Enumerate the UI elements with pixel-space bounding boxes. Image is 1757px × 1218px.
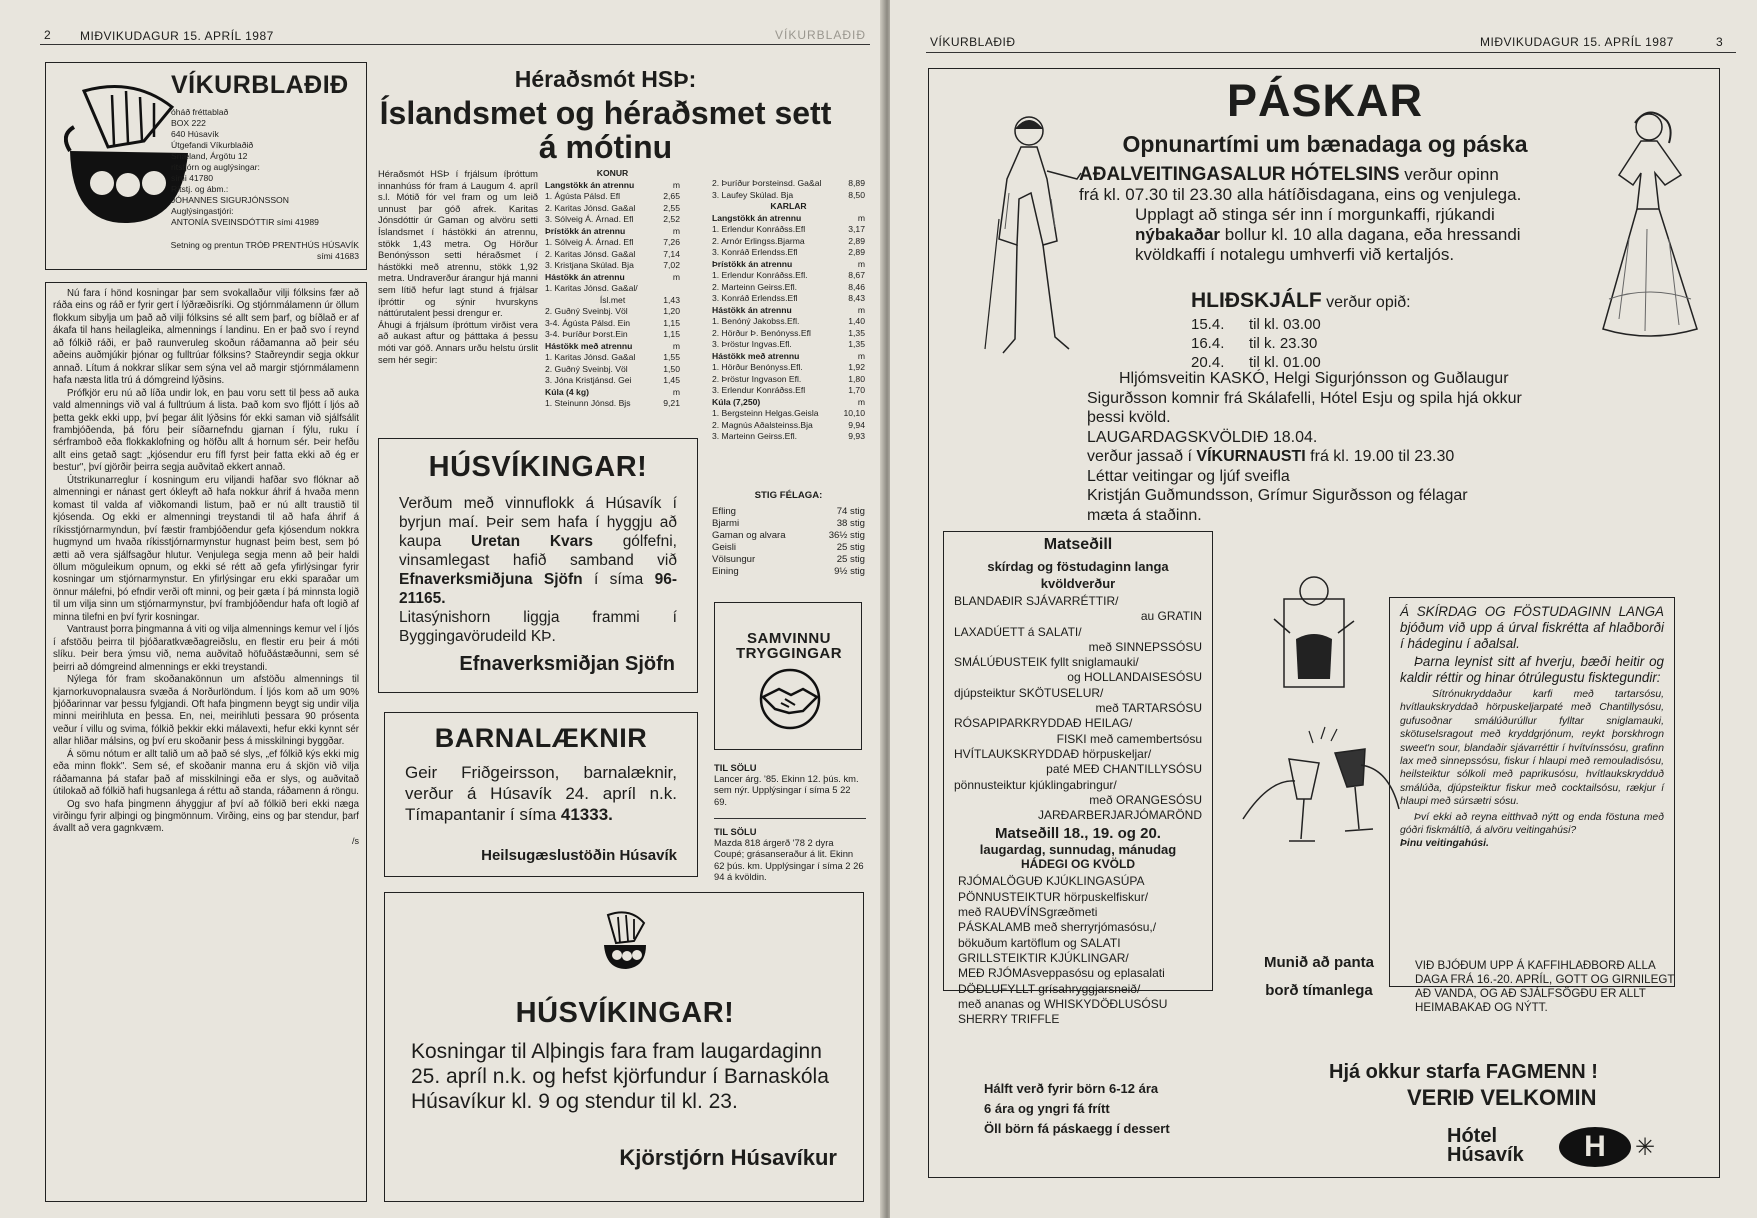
menu-dish-accompaniment: með SINNEPSSÓSU — [1088, 639, 1202, 654]
menu-dish-accompaniment: au GRATIN — [1140, 609, 1202, 624]
result-heading-label: KONUR — [596, 168, 629, 178]
result-unit: m — [672, 179, 680, 190]
opening-date: 16.4. — [1191, 335, 1225, 352]
athlete-name: Ísl.met — [545, 294, 626, 305]
result-heading — [712, 259, 865, 271]
result-value: 2,52 — [663, 214, 680, 224]
result-row — [712, 362, 865, 374]
classified-1 — [714, 762, 866, 807]
club-points-row — [712, 530, 865, 542]
club-score: 36½ stig — [828, 530, 865, 541]
ad-barnalaeknir — [384, 712, 698, 877]
hotel-logo-emblem: H — [1559, 1127, 1631, 1167]
result-value: 8,67 — [848, 270, 865, 280]
jazz-after: frá kl. 19.00 til 23.30 — [1305, 448, 1455, 465]
result-value: 1,50 — [663, 363, 680, 374]
result-heading-label: Kúla (7,250) — [712, 396, 761, 407]
result-heading-label: Hástökk með atrennu — [712, 350, 800, 361]
result-row — [712, 178, 865, 190]
editorial-paragraph: Nýlega fór fram skoðanakönnun um afstöðu almennings til kjarnorkuvopnalausra svæða á Norðurlöndum. Í ljós kom að um 90% þjóðarinnar var þessu fylgjandi. Oft hafa þingmenn beygt sig undir vilja minni meirihluta en þessa. En, nei, meirihluti þessara 90 prósenta veður í villu og svima, fólkið þekkir ekki málavexti, hefur ekki kynnt sér allar hliðar málsins, og því eru skoðanir þess á misskilningi byggðar. — [53, 674, 359, 748]
result-heading-label: Þrístökk án atrennu — [712, 258, 793, 269]
athlete-name: 2. Arnór Erlingss.Bjarma — [712, 235, 805, 246]
athlete-name: 3. Þröstur Ingvas.Efl. — [712, 339, 792, 349]
jazz-venue: VÍKURNAUSTI — [1196, 448, 1306, 465]
entertainment-text — [1087, 369, 1527, 525]
athlete-name: 2. Guðný Sveinbj. Völ — [545, 306, 628, 316]
ad-husvikingar-kosningar — [384, 892, 864, 1202]
fish-buffet-box — [1389, 597, 1675, 987]
athlete-name: 3-4. Ágústa Pálsd. Ein — [545, 317, 631, 328]
menu-dish-accompaniment: og HOLLANDAISESÓSU — [1067, 670, 1202, 685]
club-name: Bjarmi — [712, 518, 740, 529]
ad-husvikingar-signature: Efnaverksmiðjan Sjöfn — [459, 653, 675, 675]
fagmenn-line: Hjá okkur starfa FAGMENN ! — [1329, 1061, 1598, 1083]
club-points-row — [712, 542, 865, 554]
menu-dish-accompaniment: FISKI með camembertsósu — [1056, 731, 1202, 746]
result-heading — [712, 397, 865, 409]
menu-dish: BLANDAÐIR SJÁVARRÉTTIR/ — [954, 594, 1119, 608]
athlete-name: 2. Karitas Jónsd. Ga&al — [545, 248, 636, 259]
viking-ship-icon — [600, 909, 650, 976]
result-value: 7,14 — [663, 248, 680, 259]
result-row — [712, 328, 865, 340]
result-value: 1,80 — [848, 373, 865, 384]
paskar-title: PÁSKAR — [1226, 75, 1424, 126]
result-unit: m — [857, 212, 865, 223]
maeta-line: mæta á staðinn. — [1087, 506, 1202, 524]
result-heading-label: KARLAR — [770, 201, 807, 211]
paskar-line2: frá kl. 07.30 til 23.30 alla hátíðisdagana, eins og venjulega. — [1079, 185, 1522, 204]
result-heading — [545, 226, 680, 238]
athlete-name: 3. Laufey Skúlad. Bja — [712, 189, 794, 200]
paskar-body — [1079, 165, 1559, 265]
welcome-line: VERIÐ VELKOMIN — [1407, 1085, 1597, 1110]
editorial-paragraph: Vantraust þorra þingmanna á viti og vilja almennings kemur vel í ljós í afstöðu þeirra til þjóðaratkvæðagreiðslu, en flestir eru þeir á móti slíku. Þeir bera ýmsu við, nema auðvitað höfuðástæðunni, sem sé þeirri að dómgreind almennings er ekki treystandi. — [53, 624, 359, 673]
result-value: 8,89 — [848, 178, 865, 188]
ad-bold-company: Efnaverksmiðjuna Sjöfn — [399, 571, 583, 588]
athlete-name: 1. Erlendur Konráðss.Efl. — [712, 270, 808, 280]
paskar-line1-rest: verður opinn — [1399, 165, 1499, 184]
header-paper-name-right: VÍKURBLAÐIÐ — [930, 35, 1016, 49]
athlete-name: 3. Sólveig Á. Árnad. Efl — [545, 214, 634, 224]
ad-text-4: Litasýnishorn liggja frammi í Byggingavörudeild KÞ. — [399, 609, 677, 645]
opening-time: til k. 23.30 — [1249, 335, 1318, 352]
masthead-title: VÍKURBLAÐIÐ — [171, 71, 349, 99]
paskar-subtitle: Opnunartími um bænadaga og páska — [1122, 131, 1528, 157]
result-value: 1,15 — [663, 317, 680, 328]
menu-dish: LAXADÚETT á SALATI/ — [954, 624, 1082, 639]
result-value: 1,92 — [848, 362, 865, 372]
result-value: 9,93 — [848, 431, 865, 441]
result-heading-label: Hástökk án atrennu — [545, 271, 625, 282]
result-value: 1,35 — [848, 339, 865, 349]
result-value: 2,65 — [663, 191, 680, 201]
club-score: 25 stig — [836, 554, 865, 565]
menu-items-weekend: RJÓMALÖGUÐ KJÚKLINGASÚPA PÖNNUSTEIKTUR hörpuskelfiskur/ með RAUÐVÍNSgræðmeti PÁSKALAMB með sherryrjómasósu,/ bökuðum kartöflum og SALATI GRILLSTEIKTIR KJÚKLINGAR/ MEÐ RJÓMAsveppasósu og eplasalati DÖÐLUFYLLT grísahryggjarsneið/ með ananas og WHISKYDÖÐLUSÓSU SHERRY TRIFFLE — [958, 874, 1168, 1027]
result-row — [712, 293, 865, 305]
result-row — [545, 260, 680, 272]
classified-2-title: TIL SÖLU — [714, 826, 757, 837]
paskar-bold-fresh: nýbakaðar — [1135, 225, 1221, 244]
paskar-line3: Upplagt að stinga sér inn í morgunkaffi, rjúkandi — [1135, 205, 1495, 224]
barnalaeknir-title: BARNALÆKNIR — [434, 723, 648, 753]
kosningar-title: HÚSVÍKINGAR! — [515, 997, 735, 1029]
header-rule — [40, 44, 870, 45]
result-value: 1,55 — [663, 352, 680, 362]
header-rule-right — [926, 52, 1736, 53]
menu-subtitle-2: laugardag, sunnudag, mánudag — [979, 842, 1177, 858]
result-row — [712, 282, 865, 294]
club-points-row — [712, 506, 865, 518]
club-points-list — [712, 506, 865, 578]
result-heading — [545, 387, 680, 399]
result-unit: m — [857, 396, 865, 407]
menu-subtitle: skírdag og föstudaginn langa kvöldverður — [987, 559, 1169, 591]
result-row — [545, 398, 680, 410]
result-unit: m — [857, 304, 865, 315]
club-name: Efling — [712, 506, 736, 517]
fish-buffet-p2: Þarna leynist sitt af hverju, bæði heitir og kaldir réttir og hinar ótrúlegustu fisktegundir: — [1400, 653, 1664, 685]
club-name: Eining — [712, 566, 739, 577]
light-line: Léttar veitingar og ljúf sveifla — [1087, 467, 1290, 485]
editorial-paragraph: Og svo hafa þingmenn áhyggjur af því að fólkið beri ekki næga virðingu fyrir alþingi og þingmönnum. Virðing, eins og þar stendur, þarf ávallt að vera gagnkvæm. — [53, 798, 359, 835]
toasting-glasses-illustration — [1239, 719, 1409, 874]
classified-2 — [714, 826, 866, 882]
result-row — [712, 316, 865, 328]
paskar-line5: kvöldkaffi í notalegu umhverfi við kertaljós. — [1135, 245, 1455, 264]
sports-results-women — [545, 168, 680, 410]
result-value: 7,26 — [663, 237, 680, 247]
athlete-name: 3. Konráð Erlendss.Efl — [712, 293, 798, 303]
result-heading — [712, 351, 865, 363]
hlidskjalf-heading — [1191, 289, 1531, 313]
page-number-right: 3 — [1716, 35, 1723, 49]
result-value: 9,21 — [663, 398, 680, 408]
masthead-printing: Setning og prentun TRÓÐ PRENTHÚS HÚSAVÍK sími 41683 — [170, 240, 359, 261]
result-unit: m — [857, 258, 865, 269]
result-value: 1,20 — [663, 306, 680, 316]
barnalaeknir-text: Geir Friðgeirsson, barnalæknir, verður á Húsavík 24. apríl n.k. Tímapantanir í síma — [405, 763, 677, 824]
menu-dish: pönnusteiktur kjúklingabringur/ — [954, 777, 1117, 792]
athlete-name: 3. Kristjana Skúlad. Bja — [545, 260, 634, 270]
hlidskjalf-open-text: verður opið: — [1321, 294, 1411, 311]
chef-bottle-illustration — [1264, 569, 1364, 704]
classified-1-body: Lancer árg. '85. Ekinn 12. þús. km. sem nýr. Upplýsingar í síma 5 22 69. — [714, 773, 859, 807]
result-unit: m — [857, 350, 865, 361]
header-paper-name-faded: VÍKURBLAÐIÐ — [775, 28, 867, 42]
result-heading — [712, 305, 865, 317]
result-value: 9,94 — [848, 419, 865, 430]
result-row — [712, 339, 865, 351]
athlete-name: 1. Karitas Jónsd. Ga&al/ — [545, 283, 638, 293]
result-heading-label: Kúla (4 kg) — [545, 386, 589, 397]
athlete-name: 1. Erlendur Konráðss.Efl — [712, 224, 806, 234]
ad-samvinnutryggingar — [714, 602, 862, 750]
page-number-left: 2 — [44, 28, 52, 42]
athlete-name: 1. Ágústa Pálsd. Efl — [545, 191, 620, 201]
sports-results-men — [712, 178, 865, 443]
result-value: 10,10 — [843, 408, 865, 418]
result-unit: m — [672, 225, 680, 236]
athlete-name: 1. Steinunn Jónsd. Bjs — [545, 398, 631, 408]
club-name: Gaman og alvara — [712, 530, 786, 541]
editorial-signature: /s — [351, 835, 359, 846]
restaurant-name: AÐALVEITINGASALUR HÓTELSINS — [1079, 164, 1400, 185]
result-row — [712, 431, 865, 443]
masthead-box — [45, 62, 367, 270]
athlete-name: 1. Bergsteinn Helgas.Geisla — [712, 408, 819, 418]
result-value: 8,46 — [848, 281, 865, 292]
sports-kicker: Héraðsmót HSÞ: — [514, 66, 697, 92]
editorial-paragraph: Prófkjör eru nú að líða undir lok, en þau voru sett til þess að auka vald almennings við val á fulltrúum á lista. Það kom svo fljótt í ljós að þetta gekk ekki upp, því þegar álit lýðsins fór ekki saman við sjálfsálit frambjóðenda, þá fóru þeir síðarnefndu gjarnan í fýlu, ruku í sérframboð eða flokkaklofning og höfðu allt á hornum sér. Þeir hefðu allt eins getað sagt: „kjósendur eru fífl fyrst þeir fatta ekki að ég er bestur", því gjörðir þeirra segja auðvitað ekkert annað. — [53, 387, 359, 474]
result-value: 1,35 — [848, 327, 865, 338]
result-row — [545, 364, 680, 376]
athlete-name: 3. Marteinn Geirss.Efl. — [712, 431, 798, 441]
barnalaeknir-phone: 41333. — [560, 805, 613, 824]
club-points-row — [712, 518, 865, 530]
fish-buffet-intro: Á SKÍRDAG OG FÖSTUDAGINN LANGA bjóðum við upp á úrval fiskrétta af hlaðborði í hádeginu í aðalsal. — [1400, 604, 1664, 652]
result-value: 3,17 — [848, 224, 865, 234]
hlidskjalf-hours — [1191, 315, 1531, 372]
result-row — [545, 318, 680, 330]
opening-date: 15.4. — [1191, 316, 1225, 333]
club-score: 25 stig — [836, 542, 865, 553]
ad-bold-product: Uretan Kvars — [471, 533, 593, 550]
editorial-column — [45, 282, 367, 1202]
band-text: Hljómsveitin KASKÓ, Helgi Sigurjónsson og Guðlaugur Sigurðsson komnir frá Skálafelli, Hótel Esju og spila hjá okkur þessi kvöld. — [1087, 370, 1522, 426]
athlete-name: 2. Guðný Sveinbj. Völ — [545, 363, 628, 374]
result-row — [712, 247, 865, 259]
result-heading-label: Hástökk með atrennu — [545, 340, 633, 351]
hlidskjalf-section — [1191, 289, 1531, 372]
result-value: 1,70 — [848, 385, 865, 395]
result-heading-label: Þrístökk án atrennu — [545, 225, 626, 236]
jazz-line — [1087, 447, 1527, 467]
menu-dish-accompaniment: paté MEÐ CHANTILLYSÓSU — [1046, 762, 1202, 777]
classified-1-title: TIL SÖLU — [714, 762, 757, 773]
barnalaeknir-body — [405, 762, 677, 825]
menu-dish-accompaniment: með ORANGESÓSU — [1089, 792, 1202, 807]
result-row — [545, 295, 680, 307]
masthead-info: óháð fréttablað BOX 222 640 Húsavík Útgefandi Víkurblaðið Snæland, Árgötu 12 ritstjórn og auglýsingar: sími 41780 Ritstj. og ábm.: JÓHANNES SIGURJÓNSSON Auglýsingastjóri: ANTONÍA SVEINSDÓTTIR sími 41989 — [171, 107, 319, 227]
hlidskjalf-title: HLIÐSKJÁLF — [1191, 289, 1322, 312]
menu-dish-accompaniment: með TARTARSÓSU — [1095, 701, 1202, 716]
result-row — [545, 375, 680, 387]
result-row — [712, 190, 865, 202]
result-heading-label: Langstökk án atrennu — [712, 212, 802, 223]
athlete-name: 3-4. Þuríður Þorst.Ein — [545, 329, 628, 339]
menu-dish: djúpsteiktur SKÖTUSELUR/ — [954, 685, 1104, 700]
result-row — [545, 329, 680, 341]
result-row — [712, 408, 865, 420]
result-heading-label: Langstökk án atrennu — [545, 179, 635, 190]
club-points-row — [712, 554, 865, 566]
opening-time: til kl. 03.00 — [1249, 316, 1321, 333]
ad-text-3: í síma — [582, 571, 655, 588]
kosningar-signature: Kjörstjórn Húsavíkur — [619, 1145, 837, 1170]
names-line: Kristján Guðmundsson, Grímur Sigurðsson og félagar — [1087, 487, 1468, 504]
club-score: 38 stig — [836, 518, 865, 529]
result-row — [712, 385, 865, 397]
fish-buffet-p4: Því ekki að reyna eitthvað nýtt og enda föstuna með góðri fiskmáltíð, á alvöru veitingahúsi? — [1400, 811, 1664, 837]
athlete-name: 1. Sólveig Á. Árnad. Efl — [545, 237, 634, 247]
result-value: 1,40 — [848, 316, 865, 326]
paskar-line4 — [1079, 225, 1559, 245]
result-value: 2,55 — [663, 202, 680, 213]
menu-dish: HVÍTLAUKSKRYDDAÐ hörpuskeljar/ — [954, 746, 1152, 761]
samvinnu-line1: SAMVINNU — [746, 630, 831, 647]
editorial-paragraph: Nú fara í hönd kosningar þar sem svokallaður vilji fólksins fær að ráða eins og ráð er fyrir gert í lýðræðisríki. Og stjórnmálamenn úr öllum flokkum sibylja um það að vilji fólksins sé allt sem þarf, og bíðlað er af ákafa til hans heilagleika, almennings í landinu. En er það svo í reynd að fólkið ráði, er það raunveruleg skoðun ráðamanna að þeir séu aðeins auðmjúkir þjónar og fulltrúar fólksins? Staðreyndir segja okkur annað. Lítum á nokkrar slíkar sem sýna vel að margir stjórnmálamenn hafa næsta litla trú á dómgreind lýðsins. — [53, 288, 359, 387]
athlete-name: 2. Magnús Aðalsteinss.Bja — [712, 419, 813, 430]
result-value: 2,89 — [848, 235, 865, 246]
result-value: 7,02 — [663, 260, 680, 270]
coffee-buffet-text: VIÐ BJÓÐUM UPP Á KAFFIHLAÐBORÐ ALLA DAGA FRÁ 16.-20. APRÍL, GOTT OG GIRNILEGT AÐ VANDA, OG AÐ SJÁLFSÖGÐU ER ALLT HEIMABAKAÐ OG NÝTT. — [1415, 959, 1675, 1014]
result-value: 1,45 — [663, 375, 680, 385]
sports-headline: Íslandsmet og héraðsmet sett á mótinu — [379, 95, 832, 165]
jazz-before: verður jassað í — [1087, 448, 1197, 465]
menu-dish-accompaniment: JARÐARBERJARJÓMARÖND — [1037, 808, 1202, 823]
opening-hours-row — [1191, 334, 1531, 353]
athlete-name: 1. Benóný Jakobss.Efl. — [712, 316, 800, 326]
ad-text-1: Verðum með vinnuflokk á Húsavík í byrjun maí. Þeir sem hafa í hyggju að kaupa — [399, 495, 677, 550]
menu-box — [943, 531, 1213, 1027]
club-points — [712, 490, 865, 578]
athlete-name: 1. Hörður Benónyss.Efl. — [712, 362, 803, 372]
athlete-name: 2. Karitas Jónsd. Ga&al — [545, 202, 636, 213]
result-heading — [545, 341, 680, 353]
right-page — [890, 0, 1757, 1218]
result-row — [545, 306, 680, 318]
paskar-line4-rest: bollur kl. 10 alla dagana, eða hressandi — [1220, 225, 1521, 244]
athlete-name: 2. Hörður Þ. Benónyss.Efl — [712, 327, 811, 338]
result-value: 8,50 — [848, 189, 865, 200]
result-row — [712, 420, 865, 432]
sports-body: Héraðsmót HSÞ í frjálsum íþróttum innanhúss fór fram á Laugum 4. apríl s.l. Mótið fór vel fram og um leið unnust þar góð afrek. Karitas Jónsdóttir úr Gaman og alvöru setti Íslandsmet í hástökki án atrennu, stökk 1,43 metra. Og Hörður Benónýsson setti héraðsmet í hástökki með atrennu, stökk 1,92 metra. Undraverður árangur hjá manni sem lítið hefur lagt stund á frjálsar íþróttir og sýnir hvurskyns náttúrutalent þessi drengur er. Áhugi á frjálsum íþróttum virðist vera að aukast aftur og þátttaka á þessu móti var góð. Annars urðu helstu úrslit sem hér segir: — [378, 168, 538, 365]
classified-divider — [714, 818, 866, 819]
club-points-row — [712, 566, 865, 578]
result-unit: m — [672, 271, 680, 282]
handshake-icon — [755, 667, 825, 736]
result-row — [545, 214, 680, 226]
result-heading — [545, 272, 680, 284]
editorial-paragraph: Útstrikunarreglur í kosningum eru viljandi hafðar svo flóknar að almenningi er nánast gert ókleyft að hafa nokkur áhrif á hvaða menn komast til valda af viðkomandi listum, það er nú allt traustið til kjósenda. Og ekki er almenningi treystandi til að hafa áhrif á ríkisstjórnarmyndun, því fæstir frambjóðendur gefa kjósendum nokkra hugmynd um hvaða ríkisstjórnarmynstur hugnast þeim best, sem þó ætti að vera sjálfsagður hlutur. Venjulega segja menn að þeir haldi öllum möguleikum opnum, og ekki sé rétt að gefa yfirlýsingar fyrir kosningar um stjórnarmynstur. En yfirlýsingar eru ekki sparaðar um önnur málefni, þó efndir verði oft minni, og þeir gæta í þá minnsta logið til um vilja sinn um stjórnarmynstur, því frambjóðendur hafa oft logið af minna tilefni en því fyrir kosningar. — [53, 474, 359, 623]
classified-2-body: Mazda 818 árgerð '78 2 dyra Coupé; grásanseraður á lit. Ekinn 62 þús. km. Upplýsingar í síma 2 26 94 á kvöldin. — [714, 837, 864, 882]
opening-time: til kl. 01.00 — [1249, 354, 1321, 371]
editorial-paragraph: Á sömu nótum er allt talið um að það sé slys, „ef fólkið kýs ekki mig eða minn flokk". Sem sé, ef skoðanir manna eru á skjön við vilja ráðamanna þá stafar það af misskilningi eða er slys, og auðvitað útilokað að fólkið hafi hugsanlega á réttu að standa, ráðamenn á röngu. — [53, 748, 359, 798]
club-score: 9½ stig — [834, 566, 865, 577]
athlete-name: 2. Þröstur Ingvason Efl. — [712, 373, 802, 384]
athlete-name: 3. Erlendur Konráðss.Efl — [712, 385, 806, 395]
star-icon: ✳ — [1635, 1134, 1656, 1161]
athlete-name: 3. Jóna Kristjánsd. Gei — [545, 375, 632, 385]
kosningar-body: Kosningar til Alþingis fara fram laugardaginn 25. apríl n.k. og hefst kjörfundur í Barnaskóla Húsavíkur kl. 9 og stendur til kl. 23. — [411, 1040, 829, 1113]
result-row — [545, 283, 680, 295]
result-value: 2,89 — [848, 247, 865, 257]
barnalaeknir-signature: Heilsugæslustöðin Húsavík — [481, 847, 677, 864]
children-pricing: Hálft verð fyrir börn 6-12 ára 6 ára og yngri fá frítt Öll börn fá páskaegg í dessert — [984, 1081, 1170, 1136]
menu-items-easter — [954, 594, 1202, 823]
result-row — [545, 203, 680, 215]
club-points-title: STIG FÉLAGA: — [754, 490, 823, 501]
result-row — [545, 237, 680, 249]
menu-dish: RÓSAPIPARKRYDDAÐ HEILAG/ — [954, 716, 1133, 731]
menu-dish: SMÁLÚÐUSTEIK fyllt sniglamauki/ — [954, 655, 1139, 670]
result-value: 1,15 — [663, 329, 680, 339]
reserve-table-text: Munið að panta borð tímanlega — [1264, 954, 1374, 999]
ad-text-2: gólfefni, vinsamlegast hafið samband við — [399, 533, 677, 569]
result-heading — [712, 213, 865, 225]
ad-husvikingar-title: HÚSVÍKINGAR! — [428, 451, 648, 483]
paskar-line1 — [1079, 165, 1559, 185]
result-heading — [545, 168, 680, 180]
athlete-name: 1. Karitas Jónsd. Ga&al — [545, 352, 636, 362]
menu-title: Matseðill — [1043, 536, 1113, 553]
hotel-logo-text: Hótel Húsavík — [1447, 1125, 1524, 1166]
ad-bold-phone: 96-21165. — [399, 571, 677, 607]
result-heading — [545, 180, 680, 192]
result-row — [712, 236, 865, 248]
ad-husvikingar-body — [399, 494, 677, 646]
result-row — [712, 374, 865, 386]
menu-title-2: Matseðill 18., 19. og 20. — [995, 825, 1161, 843]
athlete-name: 2. Marteinn Geirss.Efl. — [712, 281, 798, 292]
athlete-name: 2. Þuríður Þorsteinsd. Ga&al — [712, 178, 822, 188]
result-row — [545, 352, 680, 364]
result-row — [712, 270, 865, 282]
header-date-left: MIÐVIKUDAGUR 15. APRÍL 1987 — [80, 29, 274, 43]
result-row — [712, 224, 865, 236]
hotel-ad — [928, 68, 1720, 1178]
result-row — [545, 191, 680, 203]
samvinnu-line2: TRYGGINGAR — [735, 645, 843, 662]
result-unit: m — [672, 386, 680, 397]
athlete-name: 3. Konráð Erlendss.Efl — [712, 247, 798, 257]
result-row — [545, 249, 680, 261]
menu-subtitle-3: HÁDEGI OG KVÖLD — [1020, 857, 1135, 872]
opening-hours-row — [1191, 315, 1531, 334]
result-heading — [712, 201, 865, 213]
result-value: 8,43 — [848, 293, 865, 303]
club-name: Völsungur — [712, 554, 756, 565]
header-date-right: MIÐVIKUDAGUR 15. APRÍL 1987 — [1480, 35, 1674, 49]
saturday-heading: LAUGARDAGSKVÖLDIÐ 18.04. — [1087, 428, 1318, 446]
result-unit: m — [672, 340, 680, 351]
result-value: 1,43 — [663, 294, 680, 305]
club-score: 74 stig — [836, 506, 865, 517]
result-heading-label: Hástökk án atrennu — [712, 304, 792, 315]
opening-date: 20.4. — [1191, 354, 1225, 371]
editorial-body — [53, 288, 359, 836]
club-name: Geisli — [712, 542, 736, 553]
ad-husvikingar-sjofn — [378, 438, 698, 693]
fish-buffet-dishes: Sítrónukryddaður karfi með tartarsósu, hvítlaukskryddað hörpuskeljarpaté með Chantillysósu, gufusoðnar smálúðurúllur fylltar sniglamauki, skötuselsragout með kryddgrjónum, reykt þorskhrogn sweet'n sour, blandaðir sjávarréttir í hvítvínssósu, grafinn lax með sinnepssósu, fiskur í hlaupi með remouladisósu, heilsteiktur sólkoli með paprikusósu, hvítlaukskrydduð smálúða, djúpsteiktur fiskur með cocktailsósu, rækjur í hlaupi með súrsætri sósu. — [1400, 689, 1664, 808]
fish-buffet-p5: Þinu veitingahúsi. — [1400, 838, 1489, 850]
